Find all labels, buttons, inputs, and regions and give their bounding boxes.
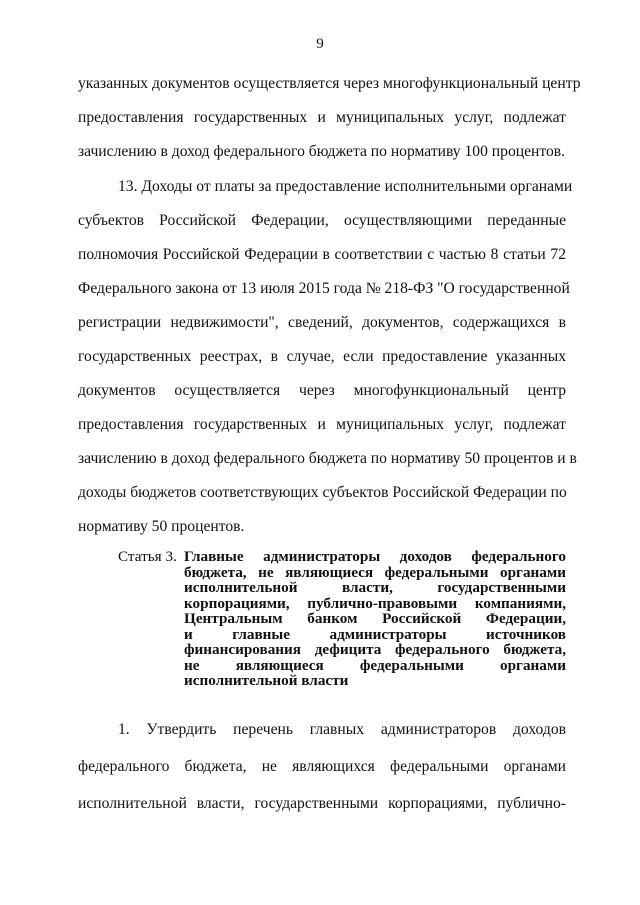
text-line: документов осуществляется через многофункциональный центр [78, 382, 566, 399]
paragraph-continuation [78, 67, 581, 169]
text-line: 1. Утвердить перечень главных администраторов доходов [118, 721, 566, 738]
text-line: указанных документов осуществляется через многофункциональный центр [78, 75, 581, 92]
text-line: зачислению в доход федерального бюджета по нормативу 100 процентов. [78, 143, 566, 160]
text-line: 13. Доходы от платы за предоставление исполнительными органами [118, 178, 573, 195]
title-line: Центральным банком Российской Федерации, [184, 610, 566, 627]
title-line: исполнительной власти, государственными [184, 579, 566, 596]
text-line: федерального бюджета, не являющихся федеральными органами [78, 758, 566, 775]
title-line: и главные администраторы источников [184, 625, 566, 643]
title-line: финансирования дефицита федерального бюджета, [184, 641, 566, 658]
text-line: полномочия Российской Федерации в соответствии с частью 8 статьи 72 [78, 246, 566, 263]
title-line: Главные администраторы доходов федерального [184, 548, 566, 565]
paragraph-1 [78, 711, 566, 822]
title-line: корпорациями, публично-правовыми компаниями, [184, 594, 566, 612]
text-line: предоставления государственных и муниципальных услуг, подлежат [78, 416, 566, 433]
text-line: доходы бюджетов соответствующих субъектов Российской Федерации по [78, 484, 567, 501]
paragraph-13 [78, 170, 577, 544]
text-line: предоставления государственных и муниципальных услуг, подлежат [78, 109, 566, 126]
text-line: исполнительной власти, государственными корпорациями, публично- [78, 795, 566, 812]
article-title [184, 549, 566, 689]
title-line: бюджета, не являющиеся федеральными органами [184, 563, 566, 581]
title-line: исполнительной власти [184, 672, 349, 689]
text-line: регистрации недвижимости", сведений, документов, содержащихся в [78, 314, 566, 331]
page-number: 9 [316, 36, 324, 52]
text-line: зачислению в доход федерального бюджета по нормативу 50 процентов и в [78, 450, 577, 467]
text-line: нормативу 50 процентов. [78, 518, 245, 535]
text-line: государственных реестрах, в случае, если предоставление указанных [78, 348, 566, 365]
text-line: Федерального закона от 13 июля 2015 года № 218-ФЗ "О государственной [78, 280, 570, 297]
title-line: не являющиеся федеральными органами [184, 656, 566, 674]
text-line: субъектов Российской Федерации, осуществляющими переданные [78, 212, 566, 229]
article-label: Статья 3. [118, 548, 177, 565]
